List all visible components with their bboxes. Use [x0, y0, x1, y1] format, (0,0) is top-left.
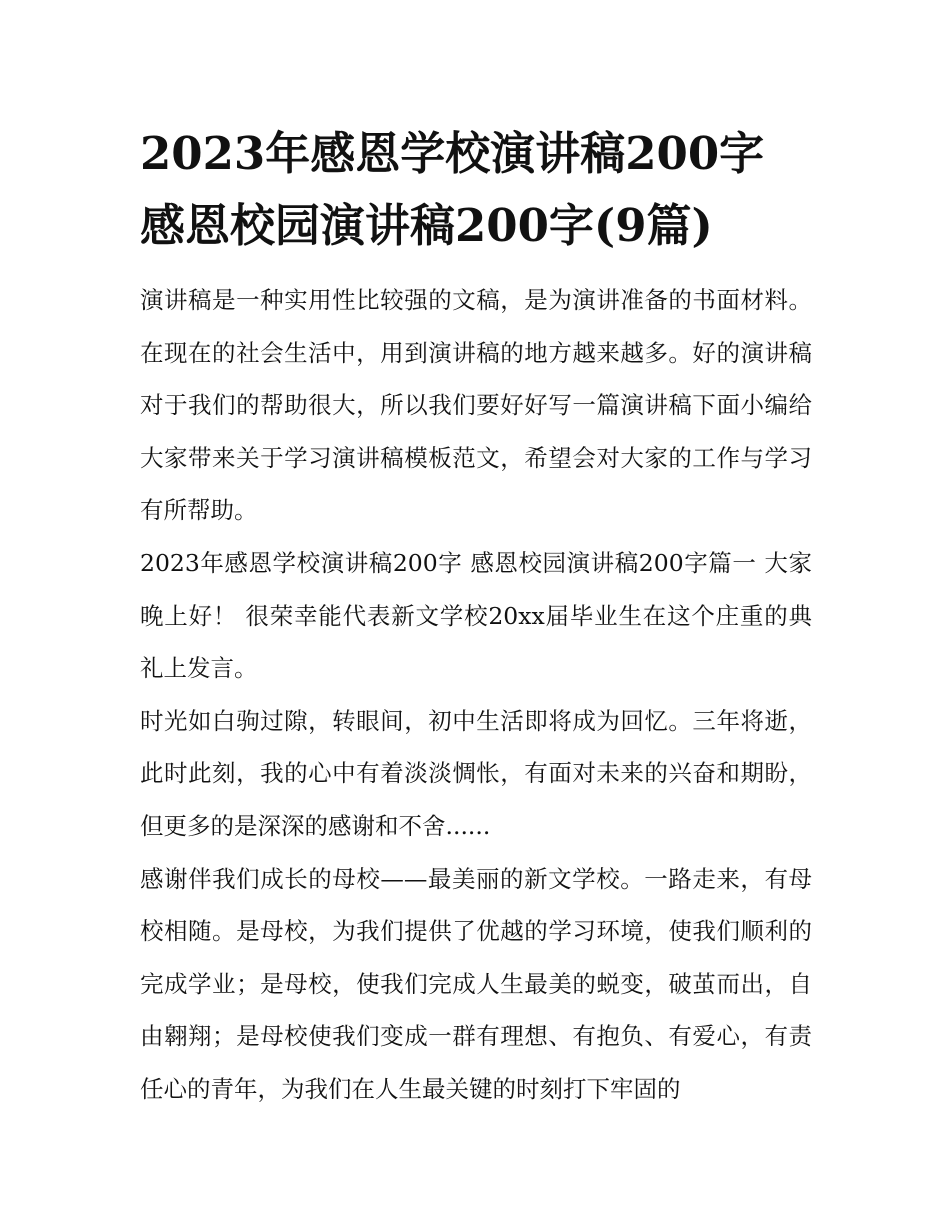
paragraph-intro: 演讲稿是一种实用性比较强的文稿，是为演讲准备的书面材料。在现在的社会生活中，用到演讲稿的地方越来越多。好的演讲稿对于我们的帮助很大，所以我们要好好写一篇演讲稿下面小编给大家带来关于学习演讲稿模板范文，希望会对大家的工作与学习有所帮助。	[140, 286, 812, 525]
paragraph-thanks: 感谢伴我们成长的母校——最美丽的新文学校。一路走来，有母校相随。是母校，为我们提供了优越的学习环境，使我们顺利的完成学业；是母校，使我们完成人生最美的蜕变，破茧而出，自由翱翔；是母校使我们变成一群有理想、有抱负、有爱心，有责任心的青年，为我们在人生最关键的时刻打下牢固的	[140, 864, 812, 1103]
document-title: 2023年感恩学校演讲稿200字 感恩校园演讲稿200字(9篇)	[140, 127, 765, 252]
paragraph-time: 时光如白驹过隙，转眼间，初中生活即将成为回忆。三年将逝，此时此刻，我的心中有着淡淡惆怅，有面对未来的兴奋和期盼，但更多的是深深的感谢和不舍......	[140, 706, 812, 840]
paragraph-greeting: 2023年感恩学校演讲稿200字 感恩校园演讲稿200字篇一 大家晚上好！ 很荣幸能代表新文学校20xx届毕业生在这个庄重的典礼上发言。	[140, 548, 812, 683]
document-page	[140, 118, 812, 1116]
